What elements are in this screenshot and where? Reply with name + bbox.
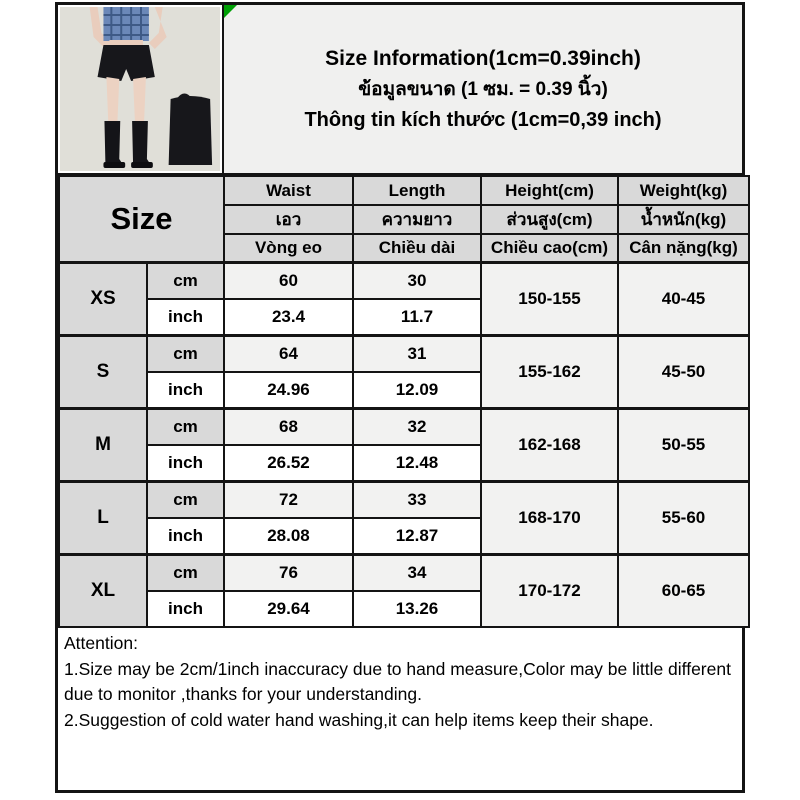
xs-weight-range: 40-45 <box>618 263 749 336</box>
l-length-cm: 33 <box>353 482 481 519</box>
title-english: Size Information(1cm=0.39inch) <box>325 46 641 70</box>
xl-length-cm: 34 <box>353 555 481 592</box>
unit-label-cm: cm <box>147 263 224 300</box>
table-row-l-cm <box>59 482 749 519</box>
unit-label-inch: inch <box>147 518 224 555</box>
col-header-weight-th: น้ำหนัก(kg) <box>618 205 749 234</box>
xs-length-inch: 11.7 <box>353 299 481 336</box>
table-row-xs-cm <box>59 263 749 300</box>
unit-label-cm: cm <box>147 409 224 446</box>
unit-label-cm: cm <box>147 555 224 592</box>
size-label-s: S <box>59 336 147 409</box>
product-photo-illustration <box>60 7 220 171</box>
l-height-range: 168-170 <box>481 482 618 555</box>
s-weight-range: 45-50 <box>618 336 749 409</box>
unit-label-inch: inch <box>147 591 224 627</box>
attention-note-2: 2.Suggestion of cold water hand washing,it can help items keep their shape. <box>64 709 654 730</box>
size-label-xl: XL <box>59 555 147 628</box>
xl-weight-range: 60-65 <box>618 555 749 628</box>
m-waist-cm: 68 <box>224 409 353 446</box>
l-waist-cm: 72 <box>224 482 353 519</box>
m-height-range: 162-168 <box>481 409 618 482</box>
xl-height-range: 170-172 <box>481 555 618 628</box>
m-weight-range: 50-55 <box>618 409 749 482</box>
size-information-title-block <box>224 5 742 173</box>
size-table <box>58 175 750 628</box>
col-header-height-vi: Chiều cao(cm) <box>481 234 618 263</box>
title-vietnamese: Thông tin kích thước (1cm=0,39 inch) <box>304 108 662 131</box>
size-label-xs: XS <box>59 263 147 336</box>
col-header-height-en: Height(cm) <box>481 176 618 205</box>
size-label-m: M <box>59 409 147 482</box>
col-header-length-vi: Chiều dài <box>353 234 481 263</box>
xl-length-inch: 13.26 <box>353 591 481 627</box>
col-header-length-en: Length <box>353 176 481 205</box>
l-waist-inch: 28.08 <box>224 518 353 555</box>
unit-label-inch: inch <box>147 445 224 482</box>
header-section <box>58 5 742 175</box>
s-height-range: 155-162 <box>481 336 618 409</box>
xs-waist-inch: 23.4 <box>224 299 353 336</box>
green-corner-marker <box>224 5 237 18</box>
m-length-cm: 32 <box>353 409 481 446</box>
table-row-xl-cm <box>59 555 749 592</box>
attention-note-1: 1.Size may be 2cm/1inch inaccuracy due to hand measure,Color may be little different due to monitor ,thanks for your understanding. <box>64 658 731 704</box>
unit-label-inch: inch <box>147 372 224 409</box>
m-waist-inch: 26.52 <box>224 445 353 482</box>
col-header-height-th: ส่วนสูง(cm) <box>481 205 618 234</box>
m-length-inch: 12.48 <box>353 445 481 482</box>
xs-height-range: 150-155 <box>481 263 618 336</box>
col-header-weight-en: Weight(kg) <box>618 176 749 205</box>
s-waist-cm: 64 <box>224 336 353 373</box>
unit-label-inch: inch <box>147 299 224 336</box>
table-row-s-cm <box>59 336 749 373</box>
xl-waist-cm: 76 <box>224 555 353 592</box>
xs-length-cm: 30 <box>353 263 481 300</box>
col-header-waist-vi: Vòng eo <box>224 234 353 263</box>
s-waist-inch: 24.96 <box>224 372 353 409</box>
col-header-waist-en: Waist <box>224 176 353 205</box>
product-photo <box>58 5 224 173</box>
unit-label-cm: cm <box>147 482 224 519</box>
attention-heading: Attention: <box>64 633 138 653</box>
unit-label-cm: cm <box>147 336 224 373</box>
size-label-l: L <box>59 482 147 555</box>
s-length-inch: 12.09 <box>353 372 481 409</box>
xs-waist-cm: 60 <box>224 263 353 300</box>
s-length-cm: 31 <box>353 336 481 373</box>
l-weight-range: 55-60 <box>618 482 749 555</box>
title-thai: ข้อมูลขนาด (1 ซม. = 0.39 นิ้ว) <box>358 78 608 100</box>
col-header-waist-th: เอว <box>224 205 353 234</box>
col-header-length-th: ความยาว <box>353 205 481 234</box>
attention-notes <box>58 628 742 736</box>
size-chart-sheet <box>55 2 745 793</box>
size-column-header: Size <box>59 176 224 263</box>
l-length-inch: 12.87 <box>353 518 481 555</box>
col-header-weight-vi: Cân nặng(kg) <box>618 234 749 263</box>
table-row-m-cm <box>59 409 749 446</box>
xl-waist-inch: 29.64 <box>224 591 353 627</box>
